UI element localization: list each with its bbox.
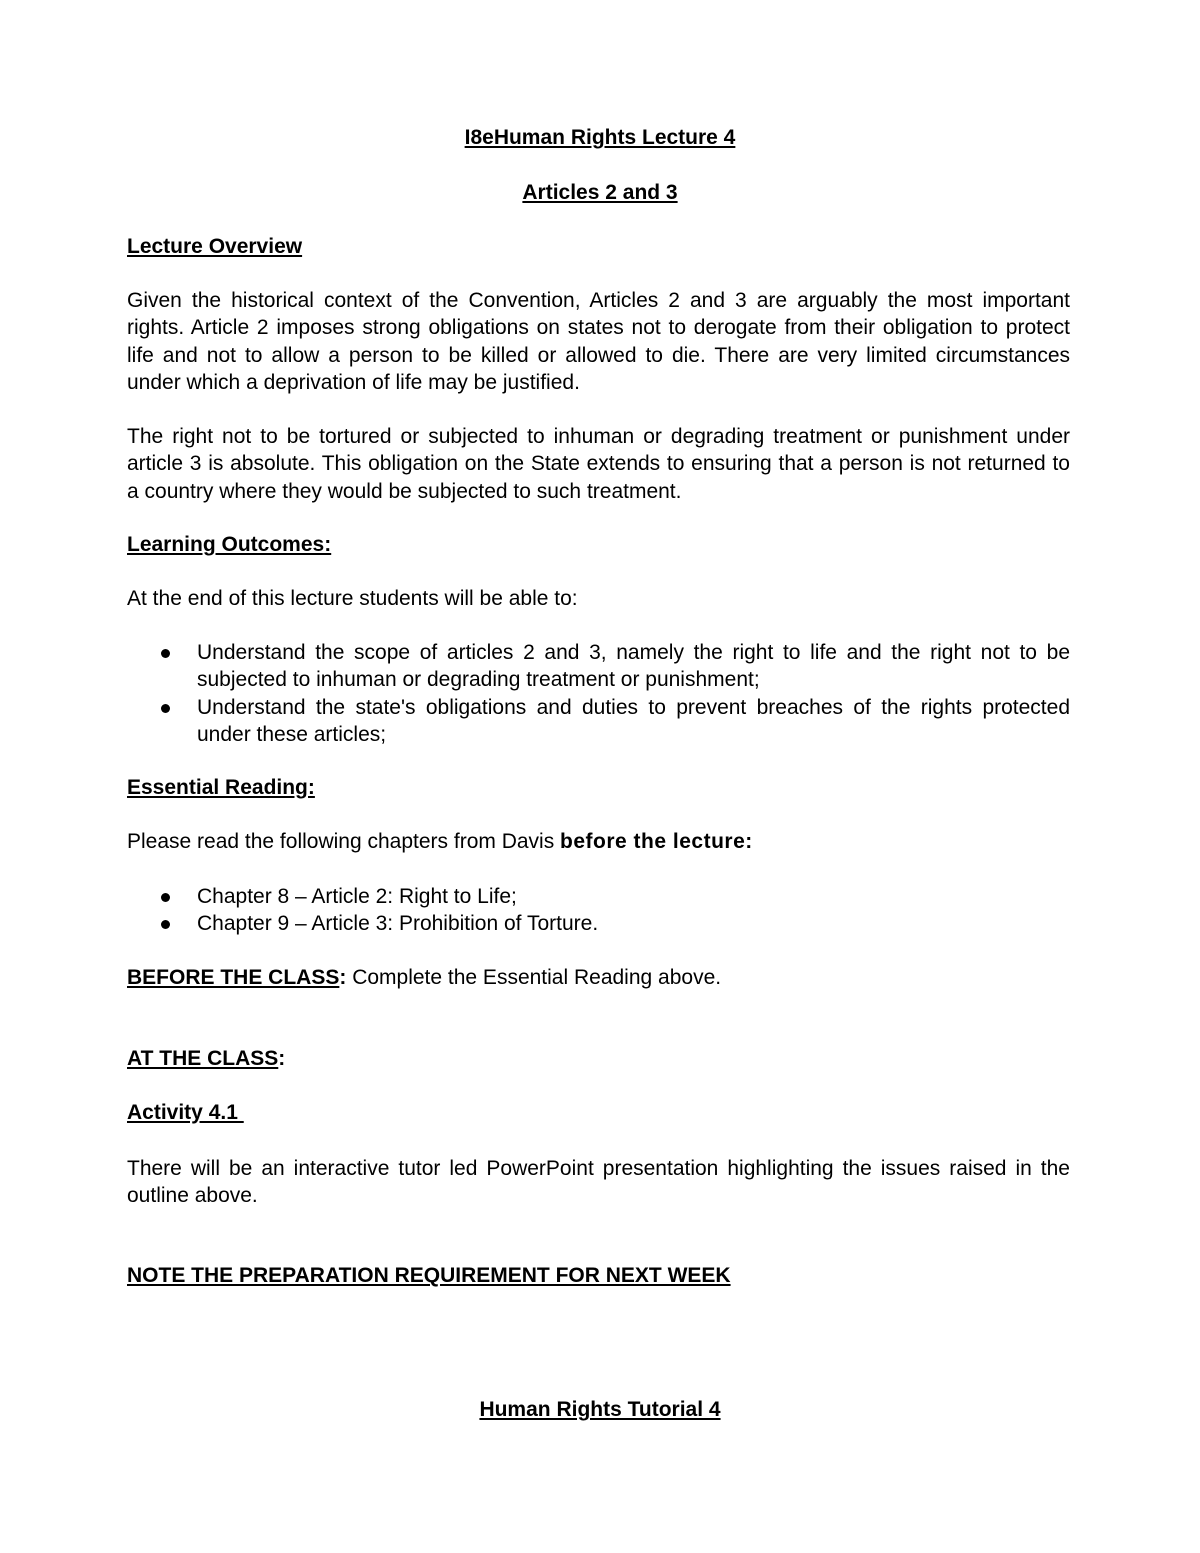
outcomes-heading: Learning Outcomes:	[127, 533, 332, 556]
overview-paragraph-1: Given the historical context of the Convention, Articles 2 and 3 are arguably the most important rights. Article 2 imposes strong obligations on states not to derogate from their obligation to protect life and not to allow a person to be killed or allowed to die. There are very limited circumstances under which a deprivation of life may be justified.	[127, 289, 1070, 394]
reading-intro	[127, 830, 753, 854]
list-item-text: Understand the scope of articles 2 and 3, namely the right to life and the right not to be subjected to inhuman or degrading treatment or punishment;	[197, 641, 1070, 692]
list-item	[127, 910, 1070, 937]
reading-list	[127, 883, 1070, 938]
bullet-icon	[161, 704, 170, 713]
preparation-note: NOTE THE PREPARATION REQUIREMENT FOR NEXT WEEK	[127, 1264, 731, 1287]
reading-heading: Essential Reading:	[127, 776, 315, 799]
overview-heading: Lecture Overview	[127, 235, 303, 258]
list-item	[127, 694, 1070, 749]
at-class-line	[127, 1047, 285, 1071]
outcomes-intro: At the end of this lecture students will be able to:	[127, 587, 578, 610]
before-class-line	[127, 966, 721, 990]
outcomes-list	[127, 639, 1070, 748]
bullet-icon	[161, 920, 170, 929]
at-class-label: AT THE CLASS	[127, 1047, 279, 1070]
activity-text: There will be an interactive tutor led PowerPoint presentation highlighting the issues raised in the outline above.	[127, 1157, 1070, 1208]
list-item	[127, 639, 1070, 694]
before-class-label: BEFORE THE CLASS	[127, 966, 340, 989]
bullet-icon	[161, 893, 170, 902]
before-class-colon: :	[339, 966, 347, 989]
list-item-text: Chapter 9 – Article 3: Prohibition of Torture.	[197, 912, 599, 936]
at-class-colon: :	[278, 1047, 286, 1070]
overview-paragraph-2: The right not to be tortured or subjected to inhuman or degrading treatment or punishment under article 3 is absolute. This obligation on the State extends to ensuring that a person is not returned to a country where they would be subjected to such treatment.	[127, 425, 1070, 503]
activity-heading: Activity 4.1	[127, 1101, 244, 1124]
list-item	[127, 883, 1070, 910]
tutorial-title: Human Rights Tutorial 4	[479, 1398, 721, 1421]
document-subtitle: Articles 2 and 3	[522, 181, 678, 204]
list-item-text: Chapter 8 – Article 2: Right to Life;	[197, 885, 517, 908]
reading-intro-emphasis: before the lecture:	[560, 830, 753, 853]
before-class-text: Complete the Essential Reading above.	[346, 966, 722, 989]
document-title: I8eHuman Rights Lecture 4	[464, 126, 736, 149]
bullet-icon	[161, 649, 170, 658]
reading-intro-text: Please read the following chapters from Davis	[127, 830, 561, 853]
list-item-text: Understand the state's obligations and duties to prevent breaches of the rights protected under these articles;	[197, 695, 1070, 746]
